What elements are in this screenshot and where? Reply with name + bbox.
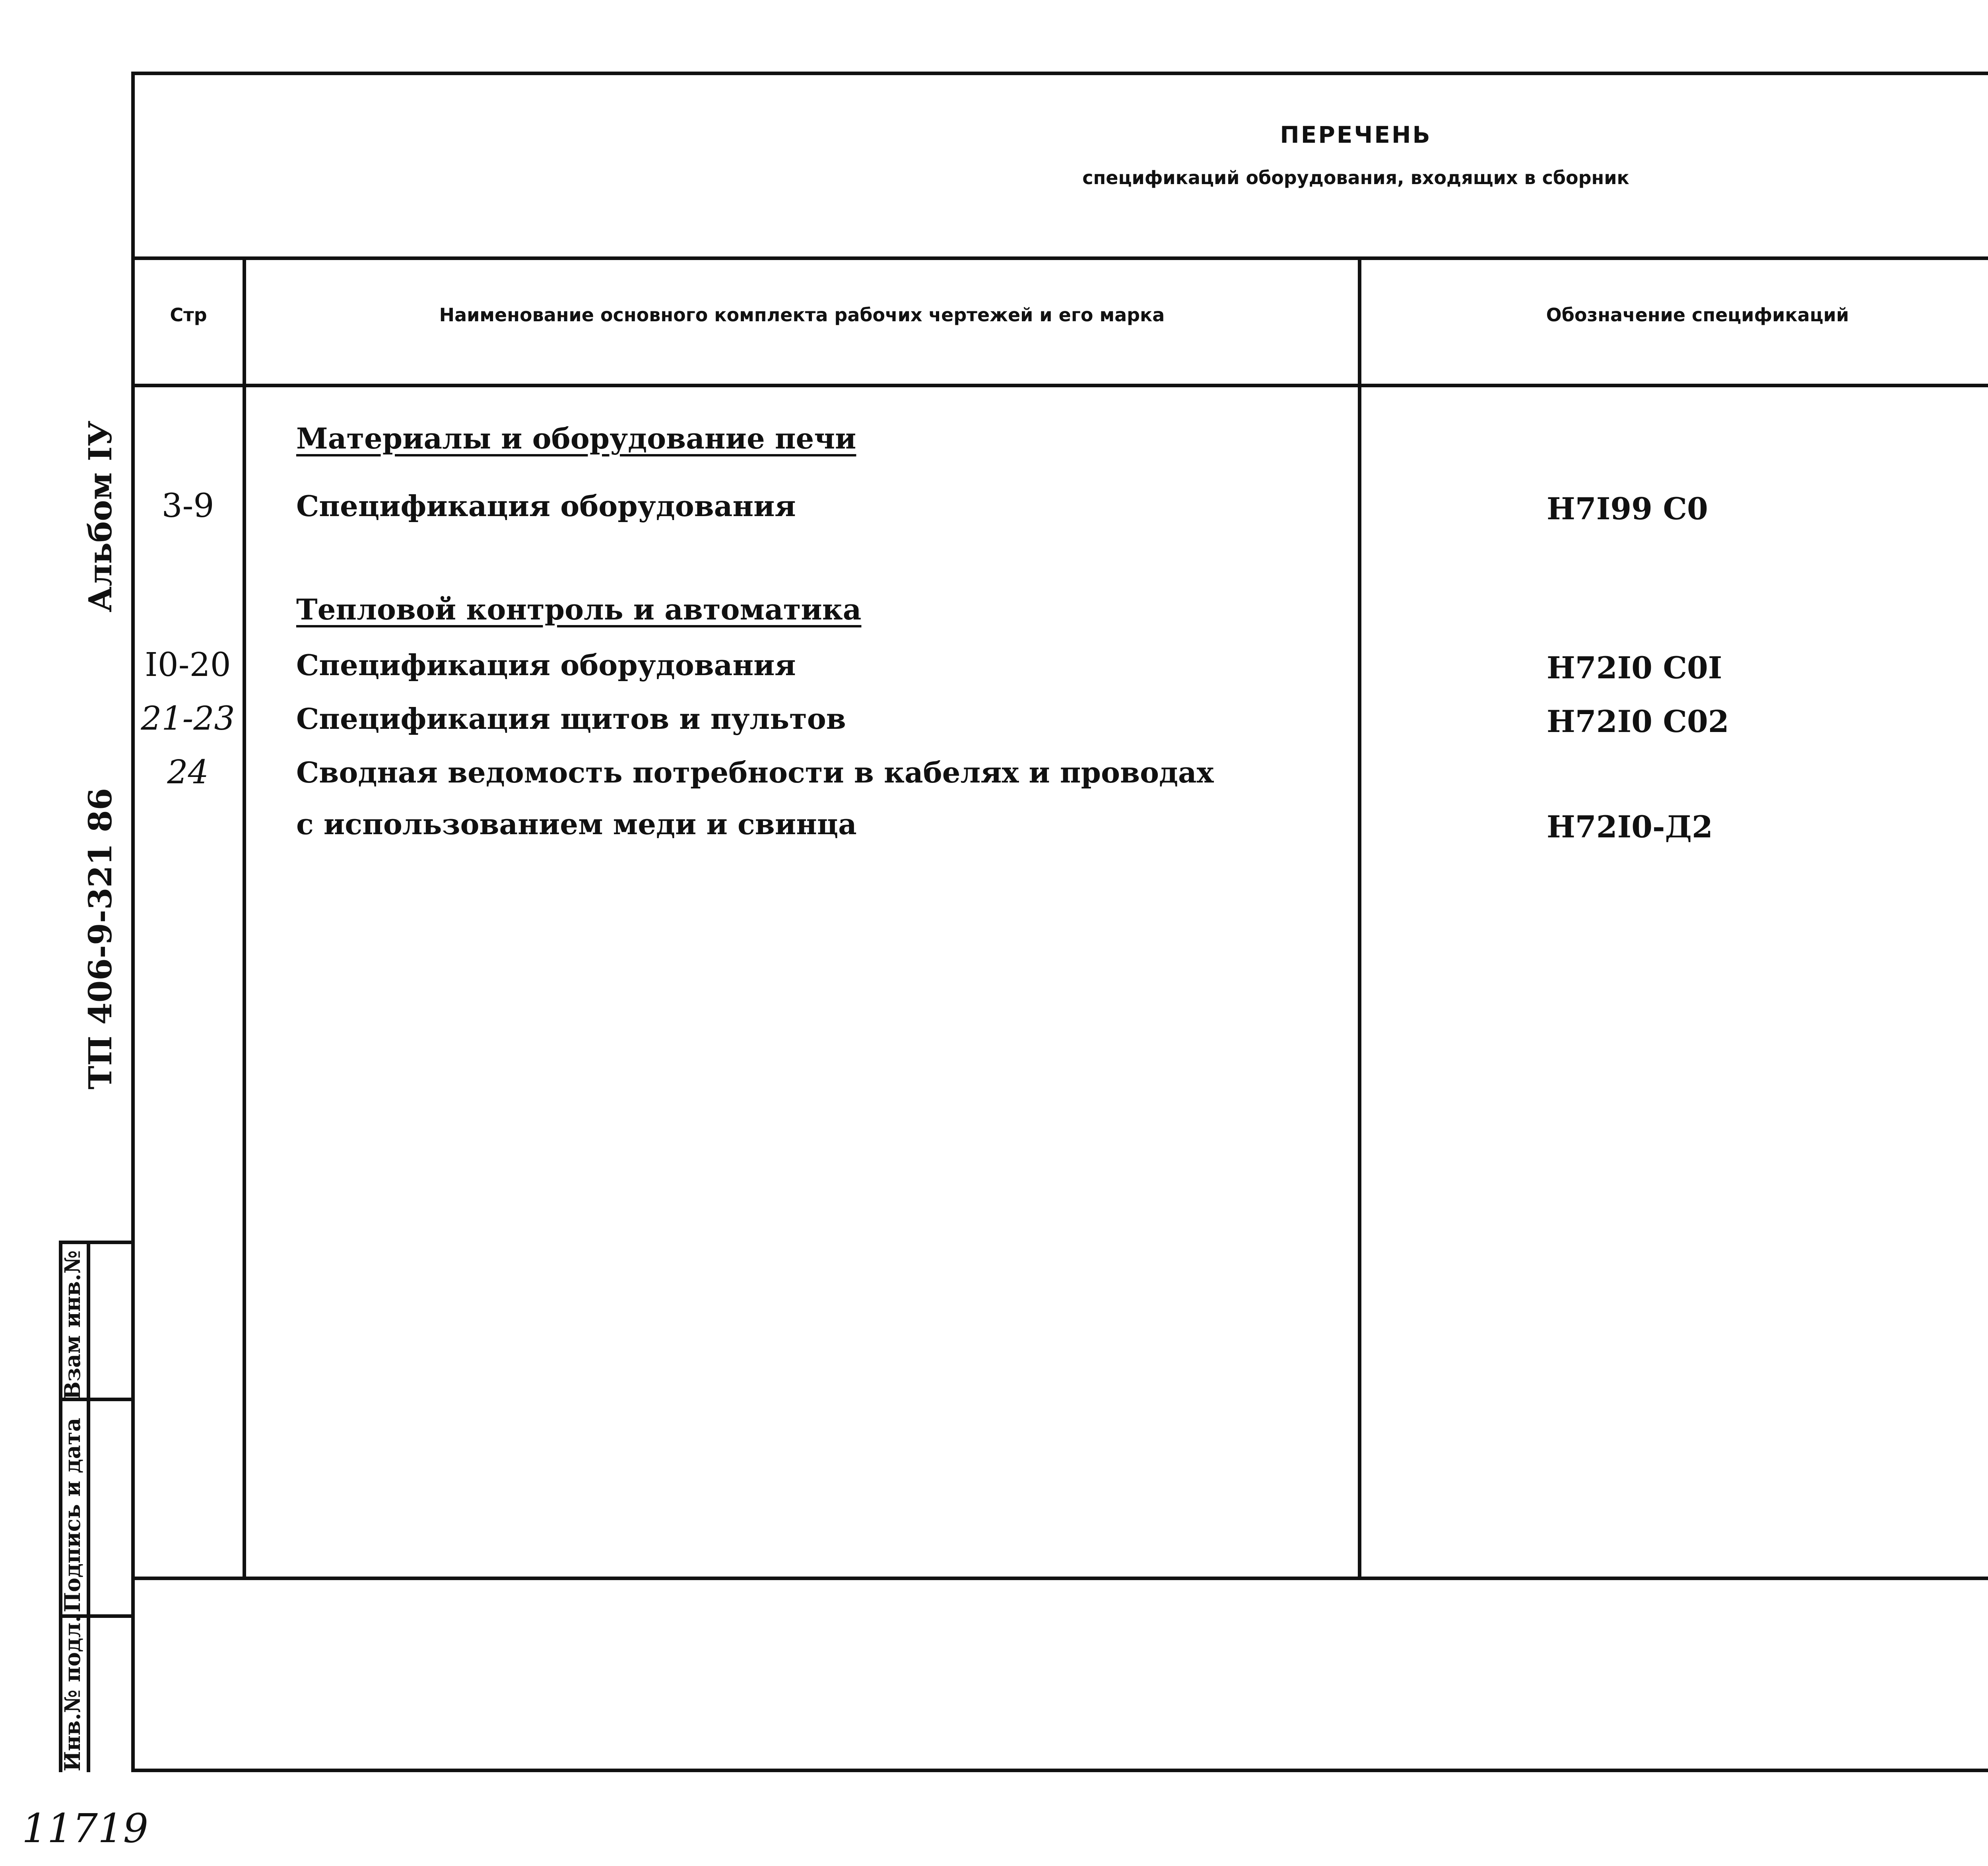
row-designation: Н72I0-Д2 bbox=[1547, 809, 1713, 845]
header-separator bbox=[131, 256, 1988, 260]
project-code: ТП 406-9-321 86 bbox=[82, 788, 119, 1089]
album-label: Альбом IУ bbox=[82, 420, 119, 612]
column-header-separator bbox=[131, 384, 1988, 387]
frame-top bbox=[131, 72, 1988, 75]
frame-bottom bbox=[131, 1769, 1988, 1772]
row-name: Сводная ведомость потребности в кабелях и проводах bbox=[296, 755, 1214, 789]
row-name: с использованием меди и свинца bbox=[296, 807, 857, 841]
row-name: Спецификация щитов и пультов bbox=[296, 702, 846, 736]
col-sep-1 bbox=[243, 256, 246, 1579]
stamp-signature-date: Подпись и дата bbox=[60, 1417, 85, 1612]
col-header-name: Наименование основного комплекта рабочих чертежей и его марка bbox=[439, 304, 1165, 326]
col-header-designation: Обозначение спецификаций bbox=[1546, 304, 1849, 326]
row-name: Спецификация оборудования bbox=[296, 489, 796, 523]
row-designation: Н72I0 С0I bbox=[1547, 650, 1722, 685]
table-bottom bbox=[131, 1577, 1988, 1580]
row-pages: I0-20 bbox=[145, 646, 231, 684]
section-heading-furnace: Материалы и оборудование печи bbox=[296, 421, 856, 455]
frame-left bbox=[131, 72, 135, 1772]
handwritten-number: 11719 bbox=[22, 1805, 149, 1852]
margin-stamp-top bbox=[59, 1241, 134, 1244]
row-name: Спецификация оборудования bbox=[296, 648, 796, 682]
row-pages: 24 bbox=[167, 753, 209, 791]
col-sep-2 bbox=[1358, 256, 1361, 1579]
list-title: ПЕРЕЧЕНЬ bbox=[1280, 121, 1432, 148]
stamp-inv-replace: Взам инв.№ bbox=[60, 1250, 85, 1400]
col-header-pages: Стр bbox=[170, 304, 207, 326]
row-designation: Н72I0 С02 bbox=[1547, 704, 1729, 739]
stamp-inv-original: Инв.№ подл. bbox=[60, 1615, 85, 1771]
row-pages: 21-23 bbox=[141, 700, 235, 738]
margin-stamp-inner bbox=[87, 1241, 90, 1772]
section-heading-automation: Тепловой контроль и автоматика bbox=[296, 592, 862, 626]
row-pages: 3-9 bbox=[161, 487, 214, 525]
row-designation: Н7I99 С0 bbox=[1547, 491, 1708, 526]
list-subtitle: спецификаций оборудования, входящих в сборник bbox=[1082, 167, 1629, 188]
